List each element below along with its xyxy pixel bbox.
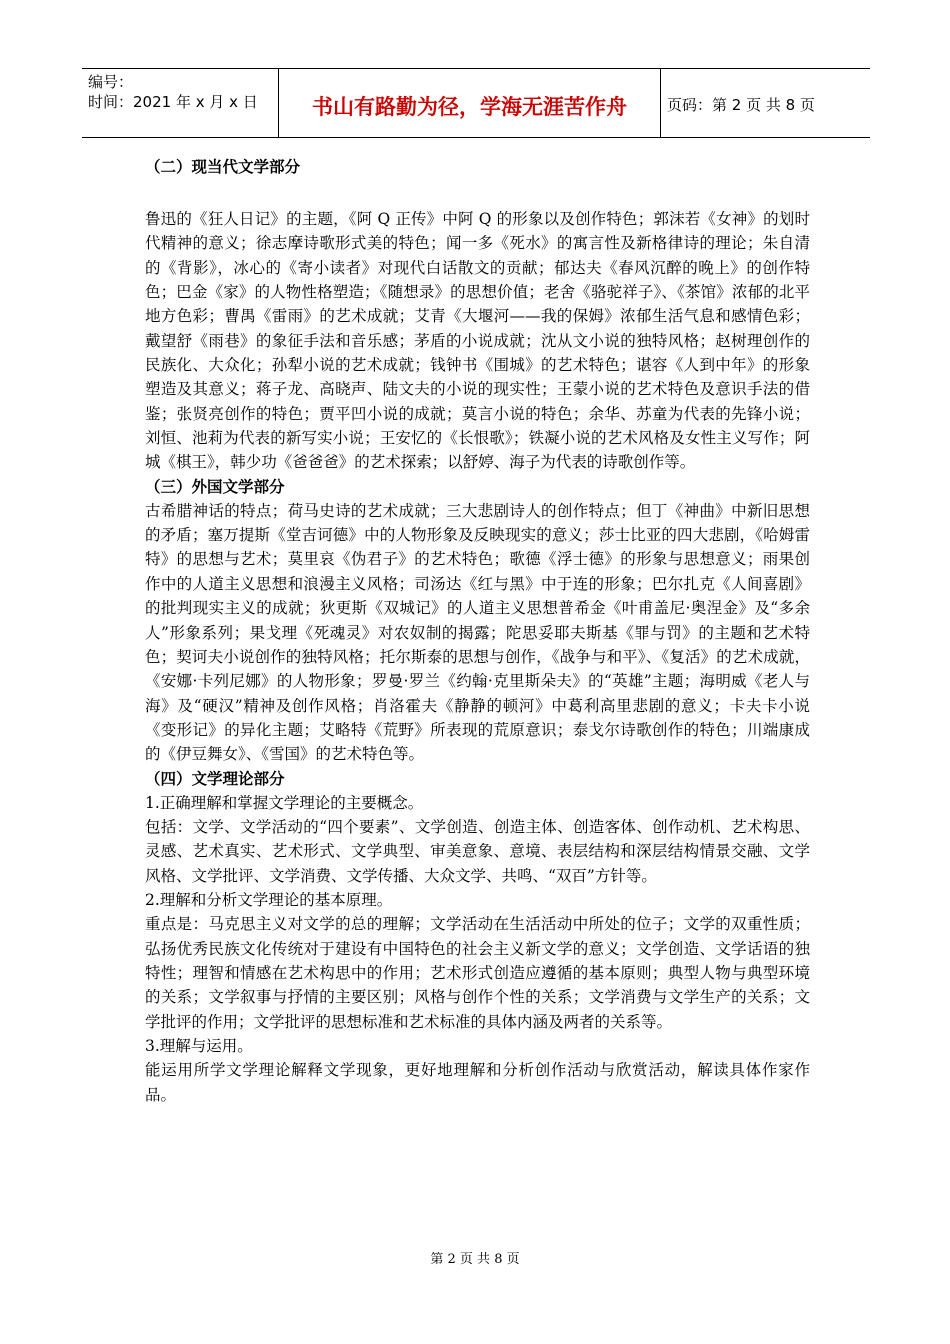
paragraph-theory-principles: 重点是：马克思主义对文学的总的理解；文学活动在生活活动中所处的位子；文学的双重性质；弘扬优秀民族文化传统对于建设有中国特色的社会主义新文学的意义；文学创造、文学话语的独特性；理智和情感在艺术构思中的作用；艺术形式创造应遵循的基本原则；典型人物与典型环境的关系；文学叙事与抒情的主要区别；风格与创作个性的关系；文学消费与文学生产的关系；文学批评的作用；文学批评的思想标准和艺术标准的具体内涵及两者的关系等。 xyxy=(145,915,810,1031)
header-page-cell xyxy=(661,69,870,137)
footer-page-number: 第 2 页 共 8 页 xyxy=(430,1252,520,1267)
paragraph-theory-item-3: 3.理解与运用。 xyxy=(145,1037,253,1055)
paragraph-theory-item-1: 1.正确理解和掌握文学理论的主要概念。 xyxy=(145,793,424,812)
header-meta-cell xyxy=(82,69,279,137)
document-time-label: 时间：2021 年 x 月 x 日 xyxy=(88,93,258,111)
page-footer xyxy=(0,1248,950,1267)
page-header xyxy=(82,68,870,138)
paragraph-theory-application: 能运用所学文学理论解释文学现象，更好地理解和分析创作活动与欣赏活动，解读具体作家作品。 xyxy=(145,1061,810,1104)
section-heading-literary-theory: （四）文学理论部分 xyxy=(145,768,285,788)
header-motto: 书山有路勤为径，学海无涯苦作舟 xyxy=(312,95,627,119)
paragraph-modern-literature: 鲁迅的《狂人日记》的主题，《阿 Q 正传》中阿 Q 的形象以及创作特色；郭沫若《女神》的划时代精神的意义；徐志摩诗歌形式美的特色；闻一多《死水》的寓言性及新格律诗的理论；朱自清的《背影》，冰心的《寄小读者》对现代白话散文的贡献；郁达夫《春风沉醉的晚上》的创作特色；巴金《家》的人物性格塑造；《随想录》的思想价值；老舍《骆驼祥子》、《茶馆》浓郁的北平地方色彩；曹禺《雷雨》的艺术成就；艾青《大堰河——我的保姆》浓郁生活气息和感情色彩；戴望舒《雨巷》的象征手法和音乐感；茅盾的小说成就；沈从文小说的独特风格；赵树理创作的民族化、大众化；孙犁小说的艺术成就；钱钟书《围城》的艺术特色；谌容《人到中年》的形象塑造及其意义；蒋子龙、高晓声、陆文夫的小说的现实性；王蒙小说的艺术特色及意识手法的借鉴；张贤亮创作的特色；贾平凹小说的成就；莫言小说的特色；余华、苏童为代表的先锋小说；刘恒、池莉为代表的新写实小说；王安忆的《长恨歌》；铁凝小说的艺术风格及女性主义写作；阿城《棋王》，韩少功《爸爸爸》的艺术探索；以舒婷、海子为代表的诗歌创作等。 xyxy=(145,210,810,472)
paragraph-theory-concepts: 包括：文学、文学活动的“四个要素”、文学创造、创造主体、创造客体、创作动机、艺术构思、灵感、艺术真实、艺术形式、文学典型、审美意象、意境、表层结构和深层结构情景交融、文学风格、文学批评、文学消费、文学传播、大众文学、共鸣、“双百”方针等。 xyxy=(145,817,810,885)
paragraph-theory-item-2: 2.理解和分析文学理论的基本原理。 xyxy=(145,890,393,909)
document-number-label: 编号： xyxy=(88,73,134,91)
document-body xyxy=(145,155,810,1107)
section-heading-modern-literature: （二）现当代文学部分 xyxy=(145,157,301,176)
header-motto-cell xyxy=(279,69,661,137)
spacer xyxy=(145,179,810,207)
header-page-number: 页码：第 2 页 共 8 页 xyxy=(667,96,815,114)
paragraph-foreign-literature: 古希腊神话的特点；荷马史诗的艺术成就；三大悲剧诗人的创作特点；但丁《神曲》中新旧思想的矛盾；塞万提斯《堂吉诃德》中的人物形象及反映现实的意义；莎士比亚的四大悲剧，《哈姆雷特》的思想与艺术；莫里哀《伪君子》的艺术特色；歌德《浮士德》的形象与思想意义；雨果创作中的人道主义思想和浪漫主义风格；司汤达《红与黑》中于连的形象；巴尔扎克《人间喜剧》的批判现实主义的成就；狄更斯《双城记》的人道主义思想普希金《叶甫盖尼·奥涅金》及“多余人”形象系列；果戈理《死魂灵》对农奴制的揭露；陀思妥耶夫斯基《罪与罚》的主题和艺术特色；契诃夫小说创作的独特风格；托尔斯泰的思想与创作，《战争与和平》、《复活》的艺术成就，《安娜·卡列尼娜》的人物形象；罗曼·罗兰《约翰·克里斯朵夫》的“英雄”主题；海明威《老人与海》及“硬汉”精神及创作风格；肖洛霍夫《静静的顿河》中葛利高里悲剧的意义；卡夫卡小说《变形记》的异化主题；艾略特《荒野》所表现的荒原意识；泰戈尔诗歌创作的特色；川端康成的《伊豆舞女》、《雪国》的艺术特色等。 xyxy=(145,501,810,764)
section-heading-foreign-literature: （三）外国文学部分 xyxy=(145,476,285,496)
